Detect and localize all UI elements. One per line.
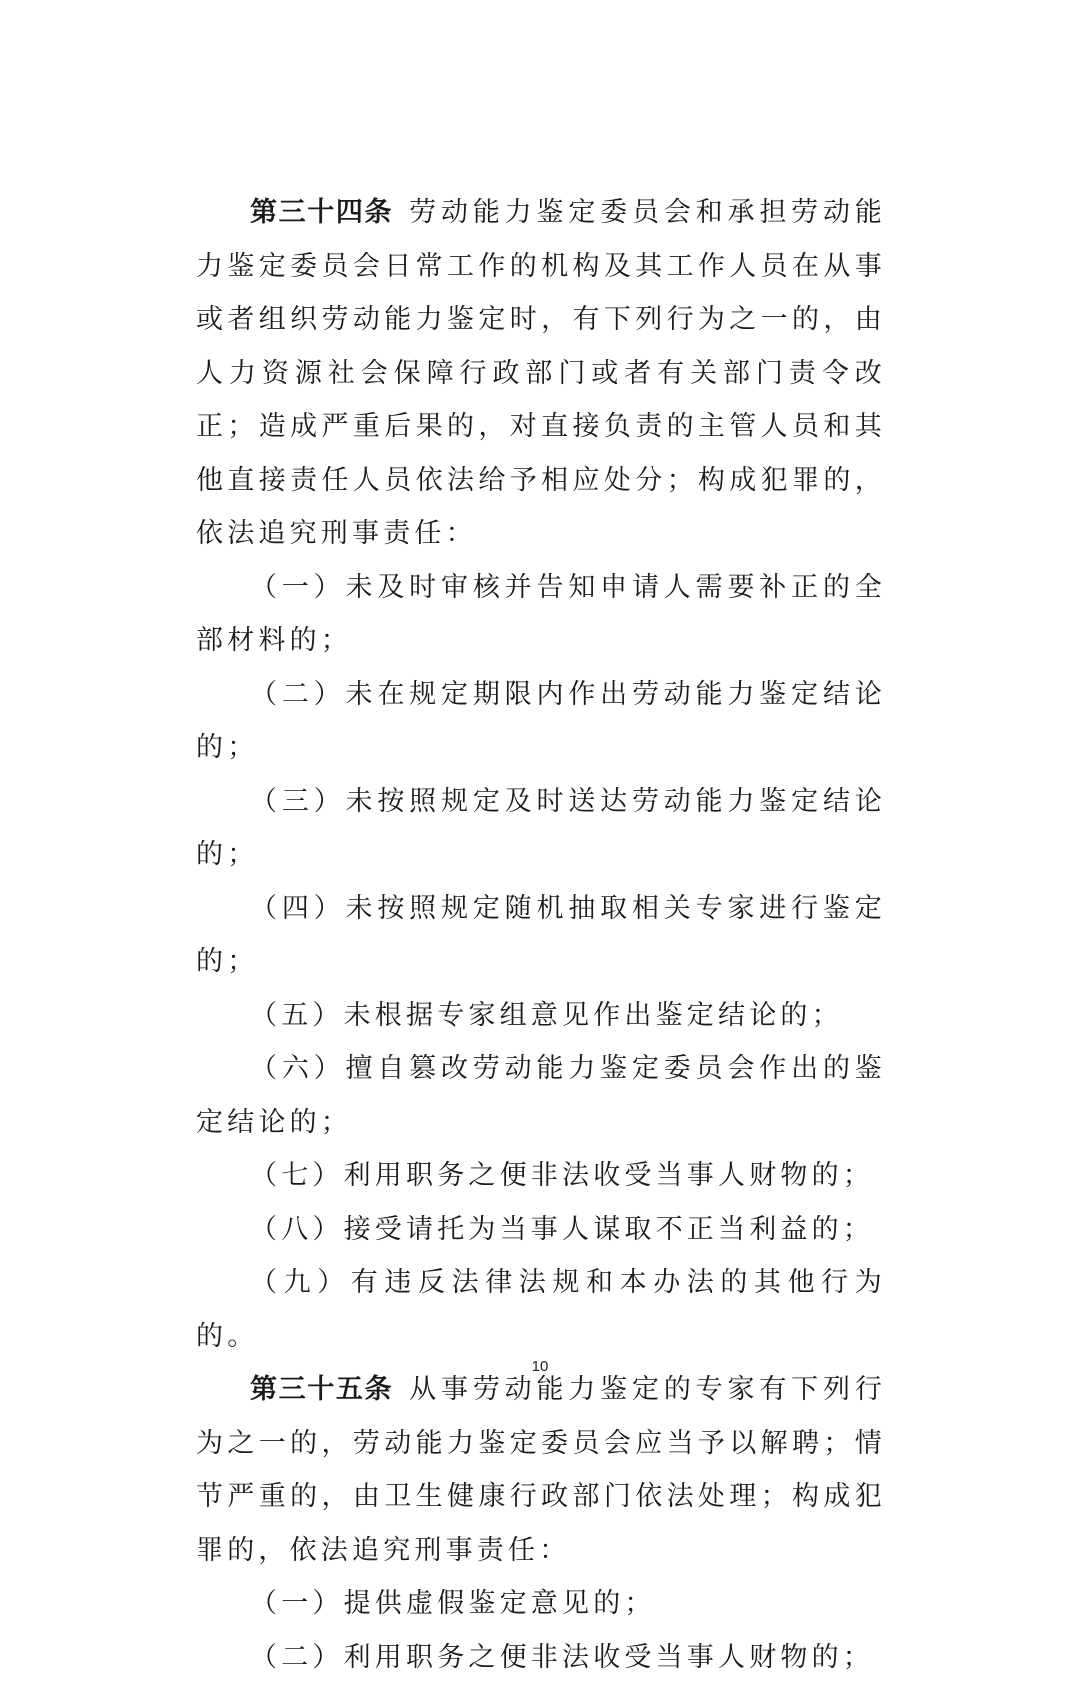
article-35-item-2: （二）利用职务之便非法收受当事人财物的； — [196, 1631, 886, 1684]
article-34-body: 劳动能力鉴定委员会和承担劳动能力鉴定委员会日常工作的机构及其工作人员在从事或者组织劳动能力鉴定时，有下列行为之一的，由人力资源社会保障行政部门或者有关部门责令改正；造成严重后果的，对直接负责的主管人员和其他直接责任人员依法给予相应处分；构成犯罪的，依法追究刑事责任： — [196, 197, 886, 549]
article-35-item-1: （一）提供虚假鉴定意见的； — [196, 1577, 886, 1631]
article-34-item-2: （二）未在规定期限内作出劳动能力鉴定结论的； — [196, 668, 886, 775]
page-content — [196, 186, 886, 1684]
article-34-item-3: （三）未按照规定及时送达劳动能力鉴定结论的； — [196, 775, 886, 882]
article-34-item-1: （一）未及时审核并告知申请人需要补正的全部材料的； — [196, 561, 886, 668]
article-35-paragraph — [196, 1363, 886, 1577]
article-34-item-5: （五）未根据专家组意见作出鉴定结论的； — [196, 989, 886, 1043]
article-35-title: 第三十五条 — [250, 1374, 393, 1405]
article-34-paragraph — [196, 186, 886, 561]
article-34-title: 第三十四条 — [250, 197, 393, 228]
article-34-item-7: （七）利用职务之便非法收受当事人财物的； — [196, 1149, 886, 1203]
page-number: 10 — [0, 1358, 1080, 1375]
article-34-item-6: （六）擅自篡改劳动能力鉴定委员会作出的鉴定结论的； — [196, 1042, 886, 1149]
article-34-item-8: （八）接受请托为当事人谋取不正当利益的； — [196, 1203, 886, 1257]
article-34-item-4: （四）未按照规定随机抽取相关专家进行鉴定的； — [196, 882, 886, 989]
article-34-item-9: （九）有违反法律法规和本办法的其他行为的。 — [196, 1256, 886, 1363]
article-35-body: 从事劳动能力鉴定的专家有下列行为之一的，劳动能力鉴定委员会应当予以解聘；情节严重的，由卫生健康行政部门依法处理；构成犯罪的，依法追究刑事责任： — [196, 1374, 886, 1566]
